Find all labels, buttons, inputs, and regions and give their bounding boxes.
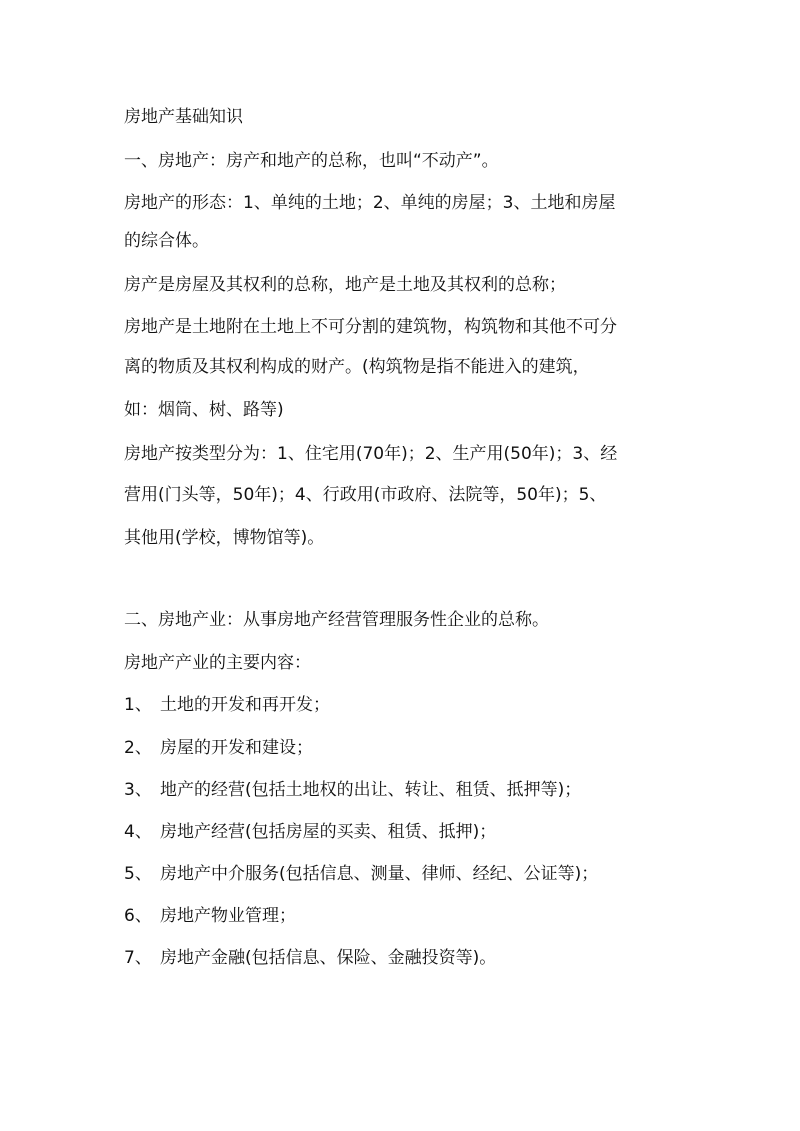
document-title: 房地产基础知识	[124, 107, 243, 127]
forms-line-2: 的综合体。	[124, 231, 209, 251]
types-line-3: 其他用(学校，博物馆等)。	[124, 528, 325, 548]
list-item	[124, 947, 496, 969]
types-line-1: 房地产按类型分为：1、住宅用(70年)；2、生产用(50年)；3、经	[124, 444, 618, 464]
list-item-number: 2、	[124, 738, 152, 758]
list-item-number: 4、	[124, 822, 152, 842]
list-item-text: 房地产经营(包括房屋的买卖、租赁、抵押)；	[160, 822, 497, 842]
section2-heading: 二、房地产业：从事房地产经营管理服务性企业的总称。	[124, 610, 549, 630]
section2-intro: 房地产产业的主要内容：	[124, 653, 311, 673]
list-item	[124, 863, 598, 885]
list-item	[124, 737, 313, 759]
list-item	[124, 905, 296, 927]
list-item-number: 3、	[124, 780, 152, 800]
definition-line-3: 如：烟筒、树、路等)	[124, 400, 284, 420]
list-item-text: 房地产金融(包括信息、保险、金融投资等)。	[160, 948, 497, 968]
list-item	[124, 694, 330, 716]
list-item-number: 1、	[124, 695, 152, 715]
list-item-text: 房地产物业管理；	[160, 906, 296, 926]
definition-property: 房产是房屋及其权利的总称，地产是土地及其权利的总称；	[124, 275, 566, 295]
definition-line-1: 房地产是土地附在土地上不可分割的建筑物，构筑物和其他不可分	[124, 317, 617, 337]
list-item-text: 地产的经营(包括土地权的出让、转让、租赁、抵押等)；	[160, 780, 582, 800]
definition-line-2: 离的物质及其权利构成的财产。(构筑物是指不能进入的建筑，	[124, 357, 590, 377]
types-line-2: 营用(门头等，50年)；4、行政用(市政府、法院等，50年)；5、	[124, 485, 607, 505]
list-item-text: 房屋的开发和建设；	[160, 738, 313, 758]
list-item	[124, 821, 496, 843]
forms-line-1: 房地产的形态：1、单纯的土地；2、单纯的房屋；3、土地和房屋	[124, 193, 616, 213]
list-item-number: 6、	[124, 906, 152, 926]
list-item-text: 土地的开发和再开发；	[160, 695, 330, 715]
section1-heading: 一、房地产：房产和地产的总称，也叫“不动产”。	[124, 151, 499, 171]
list-item-text: 房地产中介服务(包括信息、测量、律师、经纪、公证等)；	[160, 864, 599, 884]
list-item	[124, 779, 581, 801]
list-item-number: 7、	[124, 948, 152, 968]
list-item-number: 5、	[124, 864, 152, 884]
